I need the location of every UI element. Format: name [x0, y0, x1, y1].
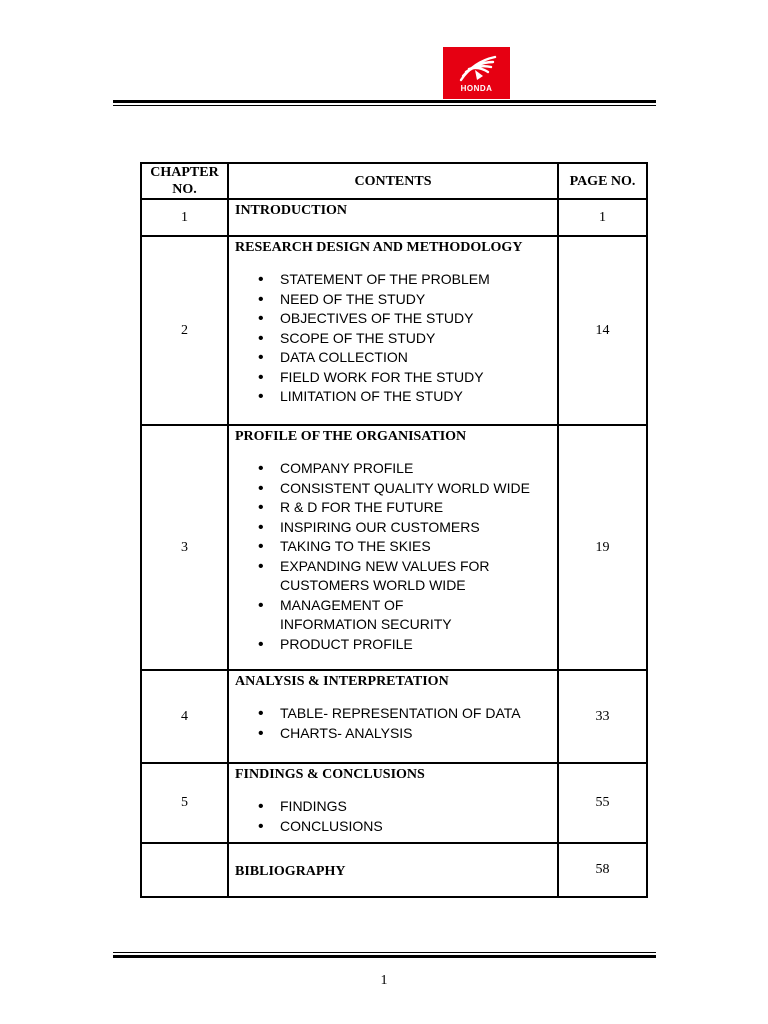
list-item: • PRODUCT PROFILE — [258, 635, 551, 655]
chapter-cell — [228, 670, 558, 763]
list-item: • NEED OF THE STUDY — [258, 290, 551, 310]
chapter-cell — [228, 763, 558, 843]
chapter-title: FINDINGS & CONCLUSIONS — [235, 767, 425, 782]
table-header-row — [141, 163, 647, 199]
honda-wing-icon — [455, 54, 499, 84]
page-number: 33 — [558, 670, 647, 763]
list-item: • CONSISTENT QUALITY WORLD WIDE — [258, 479, 551, 499]
list-item: • INSPIRING OUR CUSTOMERS — [258, 518, 551, 538]
chapter-cell — [228, 199, 558, 236]
list-item: • DATA COLLECTION — [258, 348, 551, 368]
list-item: • R & D FOR THE FUTURE — [258, 498, 551, 518]
page-number: 58 — [558, 843, 647, 897]
topic-list — [235, 797, 551, 836]
footer-rule — [113, 952, 656, 958]
page-footer-number: 1 — [380, 973, 388, 988]
chapter-number: 2 — [141, 236, 228, 425]
list-item: • MANAGEMENT OF INFORMATION SECURITY — [258, 596, 551, 635]
chapter-number: 3 — [141, 425, 228, 670]
list-item: • LIMITATION OF THE STUDY — [258, 387, 551, 407]
list-item: • OBJECTIVES OF THE STUDY — [258, 309, 551, 329]
table-row — [141, 763, 647, 843]
header-rule — [113, 100, 656, 106]
list-item: • CONCLUSIONS — [258, 817, 551, 837]
list-item: • CHARTS- ANALYSIS — [258, 724, 551, 744]
page-number: 14 — [558, 236, 647, 425]
chapter-number — [141, 843, 228, 897]
page-number: 55 — [558, 763, 647, 843]
chapter-cell — [228, 843, 558, 897]
table-row — [141, 425, 647, 670]
list-item: • COMPANY PROFILE — [258, 459, 551, 479]
topic-list — [235, 704, 551, 743]
header-contents: CONTENTS — [228, 163, 558, 199]
page-number: 1 — [558, 199, 647, 236]
chapter-number: 4 — [141, 670, 228, 763]
list-item: • EXPANDING NEW VALUES FOR CUSTOMERS WORLD WIDE — [258, 557, 551, 596]
header-page-no: PAGE NO. — [558, 163, 647, 199]
chapter-number: 5 — [141, 763, 228, 843]
chapter-cell — [228, 236, 558, 425]
chapter-cell — [228, 425, 558, 670]
chapter-title: INTRODUCTION — [235, 203, 348, 218]
topic-list — [235, 270, 551, 407]
honda-logo — [443, 47, 510, 99]
table-row — [141, 670, 647, 763]
page-number: 19 — [558, 425, 647, 670]
chapter-title: PROFILE OF THE ORGANISATION — [235, 429, 467, 444]
list-item: • STATEMENT OF THE PROBLEM — [258, 270, 551, 290]
chapter-title: BIBLIOGRAPHY — [235, 863, 346, 879]
header-chapter-no: CHAPTER NO. — [141, 163, 228, 199]
table-row — [141, 843, 647, 897]
table-row — [141, 236, 647, 425]
contents-table — [140, 162, 648, 898]
topic-list — [235, 459, 551, 654]
table-row — [141, 199, 647, 236]
list-item: • FIELD WORK FOR THE STUDY — [258, 368, 551, 388]
list-item: • TAKING TO THE SKIES — [258, 537, 551, 557]
chapter-number: 1 — [141, 199, 228, 236]
chapter-title: RESEARCH DESIGN AND METHODOLOGY — [235, 240, 523, 255]
list-item: • SCOPE OF THE STUDY — [258, 329, 551, 349]
list-item: • FINDINGS — [258, 797, 551, 817]
list-item: • TABLE- REPRESENTATION OF DATA — [258, 704, 551, 724]
chapter-title: ANALYSIS & INTERPRETATION — [235, 674, 449, 689]
logo-wordmark: HONDA — [460, 83, 493, 93]
